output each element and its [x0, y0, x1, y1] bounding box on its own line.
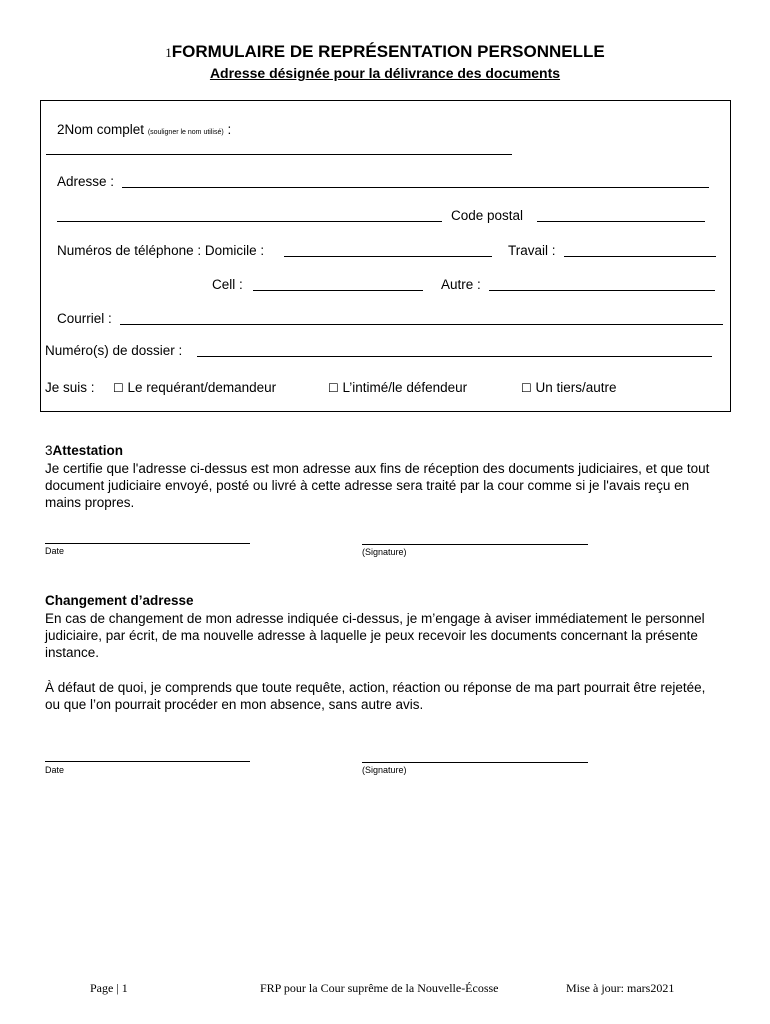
title-text: FORMULAIRE DE REPRÉSENTATION PERSONNELLE: [171, 42, 605, 61]
attestation-date-field[interactable]: [45, 543, 250, 544]
full-name-note: (souligner le nom utilisé): [147, 129, 224, 136]
role-option-label: L’intimé/le défendeur: [342, 380, 468, 395]
role-option-plaintiff[interactable]: [113, 380, 276, 395]
other-phone-label: Autre :: [441, 277, 481, 292]
change-date-field[interactable]: [45, 761, 250, 762]
section-number: 2: [57, 122, 65, 137]
work-phone-field[interactable]: [564, 256, 716, 257]
role-label: Je suis :: [45, 380, 95, 395]
address-label: Adresse :: [57, 174, 115, 189]
role-option-defendant[interactable]: [328, 380, 467, 395]
postal-code-field[interactable]: [537, 221, 705, 222]
postal-code-label: Code postal: [451, 208, 524, 223]
full-name-label: [57, 122, 231, 137]
cell-field[interactable]: [253, 290, 423, 291]
attestation-heading: [45, 443, 123, 458]
attestation-number: 3: [45, 443, 53, 458]
role-option-label: Le requérant/demandeur: [127, 380, 277, 395]
full-name-field[interactable]: [46, 154, 512, 155]
attestation-signature-label: (Signature): [362, 547, 407, 557]
footer-form-name: FRP pour la Cour suprême de la Nouvelle-Écosse: [260, 981, 499, 995]
address-field-line-2[interactable]: [57, 221, 442, 222]
checkbox-icon[interactable]: ☐: [328, 381, 339, 395]
title-number: 1: [165, 45, 172, 60]
role-option-third-party[interactable]: [521, 380, 617, 395]
full-name-text: Nom complet: [64, 122, 145, 137]
change-address-heading: Changement d’adresse: [45, 593, 194, 608]
full-name-colon: :: [227, 122, 232, 137]
file-number-label: Numéro(s) de dossier :: [45, 343, 183, 358]
footer-update-date: Mise à jour: mars2021: [566, 981, 675, 995]
page-title: [0, 42, 770, 62]
checkbox-icon[interactable]: ☐: [113, 381, 124, 395]
role-option-label: Un tiers/autre: [535, 380, 617, 395]
checkbox-icon[interactable]: ☐: [521, 381, 532, 395]
file-number-field[interactable]: [197, 356, 712, 357]
home-phone-field[interactable]: [284, 256, 492, 257]
footer-page-number: Page | 1: [90, 981, 128, 995]
page-subtitle: Adresse désignée pour la délivrance des documents: [209, 65, 561, 81]
email-field[interactable]: [120, 324, 723, 325]
address-field[interactable]: [122, 187, 709, 188]
default-consequence-text: À défaut de quoi, je comprends que toute requête, action, réaction ou réponse de ma part pourrait être rejetée, ou que l’on pourrait procéder en mon absence, sans autre avis.: [45, 680, 706, 712]
attestation-signature-field[interactable]: [362, 544, 588, 545]
email-label: Courriel :: [57, 311, 112, 326]
attestation-date-label: Date: [45, 546, 65, 556]
cell-label: Cell :: [212, 277, 243, 292]
change-date-label: Date: [45, 765, 65, 775]
work-phone-label: Travail :: [508, 243, 556, 258]
change-address-text: En cas de changement de mon adresse indiquée ci-dessus, je m’engage à aviser immédiatement le personnel judiciaire, par écrit, de ma nouvelle adresse à laquelle je peux recevoir les documents concernant la présente instance.: [45, 611, 705, 660]
home-phone-label: Numéros de téléphone : Domicile :: [57, 243, 265, 258]
attestation-title: Attestation: [52, 443, 124, 458]
attestation-text: Je certifie que l'adresse ci-dessus est mon adresse aux fins de réception des documents judiciaires, et que tout document judiciaire envoyé, posté ou livré à cette adresse sera traité par la cour comme si je l'avais reçu en mains propres.: [45, 461, 710, 510]
change-signature-label: (Signature): [362, 765, 407, 775]
other-phone-field[interactable]: [489, 290, 715, 291]
change-signature-field[interactable]: [362, 762, 588, 763]
